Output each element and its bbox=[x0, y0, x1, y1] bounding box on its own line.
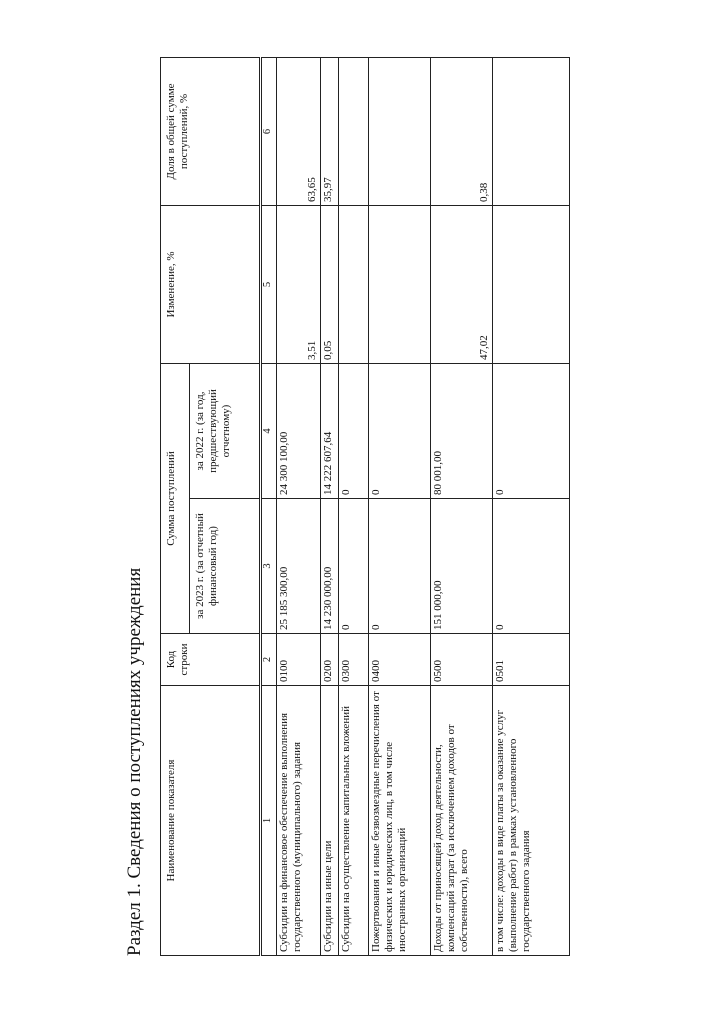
row-change bbox=[369, 206, 431, 364]
table-row bbox=[321, 58, 339, 956]
header-share: Доля в общей сумме поступлений, % bbox=[161, 58, 261, 206]
header-name: Наименование показателя bbox=[161, 686, 261, 956]
column-number-row bbox=[261, 58, 277, 956]
column-number: 2 bbox=[261, 634, 277, 686]
header-code: Код строки bbox=[161, 634, 261, 686]
row-share bbox=[492, 58, 569, 206]
row-share: 0,38 bbox=[431, 58, 493, 206]
row-change bbox=[492, 206, 569, 364]
row-share bbox=[369, 58, 431, 206]
row-sum-current: 25 185 300,00 bbox=[277, 499, 321, 634]
header-row bbox=[161, 58, 190, 956]
row-name: Субсидии на финансовое обеспечение выполнения государственного (муниципального) задания bbox=[277, 686, 321, 956]
column-number: 5 bbox=[261, 206, 277, 364]
row-sum-previous: 80 001,00 bbox=[431, 364, 493, 499]
row-code: 0200 bbox=[321, 634, 339, 686]
header-change: Изменение, % bbox=[161, 206, 261, 364]
row-code: 0100 bbox=[277, 634, 321, 686]
row-sum-current: 0 bbox=[369, 499, 431, 634]
row-sum-previous: 14 222 607,64 bbox=[321, 364, 339, 499]
row-change: 3,51 bbox=[277, 206, 321, 364]
row-sum-current: 0 bbox=[338, 499, 369, 634]
row-share: 63,65 bbox=[277, 58, 321, 206]
table-row bbox=[277, 58, 321, 956]
header-sum-current: за 2023 г. (за отчетный финансовый год) bbox=[189, 499, 261, 634]
row-name: Субсидии на иные цели bbox=[321, 686, 339, 956]
revenue-table bbox=[160, 57, 570, 956]
row-change: 47,02 bbox=[431, 206, 493, 364]
column-number: 1 bbox=[261, 686, 277, 956]
row-code: 0400 bbox=[369, 634, 431, 686]
row-name: Пожертвования и иные безвозмездные перечисления от физических и юридических лиц, в том числе иностранных организаций bbox=[369, 686, 431, 956]
row-sum-previous: 0 bbox=[338, 364, 369, 499]
row-name: Доходы от приносящей доход деятельности, компенсаций затрат (за исключением доходов от собственности), всего bbox=[431, 686, 493, 956]
row-share: 35,97 bbox=[321, 58, 339, 206]
row-change bbox=[338, 206, 369, 364]
row-sum-previous: 0 bbox=[492, 364, 569, 499]
row-code: 0501 bbox=[492, 634, 569, 686]
header-sum-previous: за 2022 г. (за год, предшествующий отчетному) bbox=[189, 364, 261, 499]
table-row bbox=[338, 58, 369, 956]
row-sum-previous: 24 300 100,00 bbox=[277, 364, 321, 499]
table-row bbox=[431, 58, 493, 956]
row-code: 0500 bbox=[431, 634, 493, 686]
row-name: Субсидии на осуществление капитальных вложений bbox=[338, 686, 369, 956]
row-sum-current: 14 230 000,00 bbox=[321, 499, 339, 634]
table-row bbox=[492, 58, 569, 956]
row-share bbox=[338, 58, 369, 206]
row-sum-previous: 0 bbox=[369, 364, 431, 499]
row-sum-current: 151 000,00 bbox=[431, 499, 493, 634]
header-sum: Сумма поступлений bbox=[161, 364, 190, 634]
column-number: 6 bbox=[261, 58, 277, 206]
column-number: 3 bbox=[261, 499, 277, 634]
row-change: 0,05 bbox=[321, 206, 339, 364]
column-number: 4 bbox=[261, 364, 277, 499]
row-name: в том числе: доходы в виде платы за оказание услуг (выполнение работ) в рамках установленного государственного задания bbox=[492, 686, 569, 956]
table-row bbox=[369, 58, 431, 956]
section-title: Раздел 1. Сведения о поступлениях учреждения bbox=[124, 567, 145, 956]
row-code: 0300 bbox=[338, 634, 369, 686]
row-sum-current: 0 bbox=[492, 499, 569, 634]
